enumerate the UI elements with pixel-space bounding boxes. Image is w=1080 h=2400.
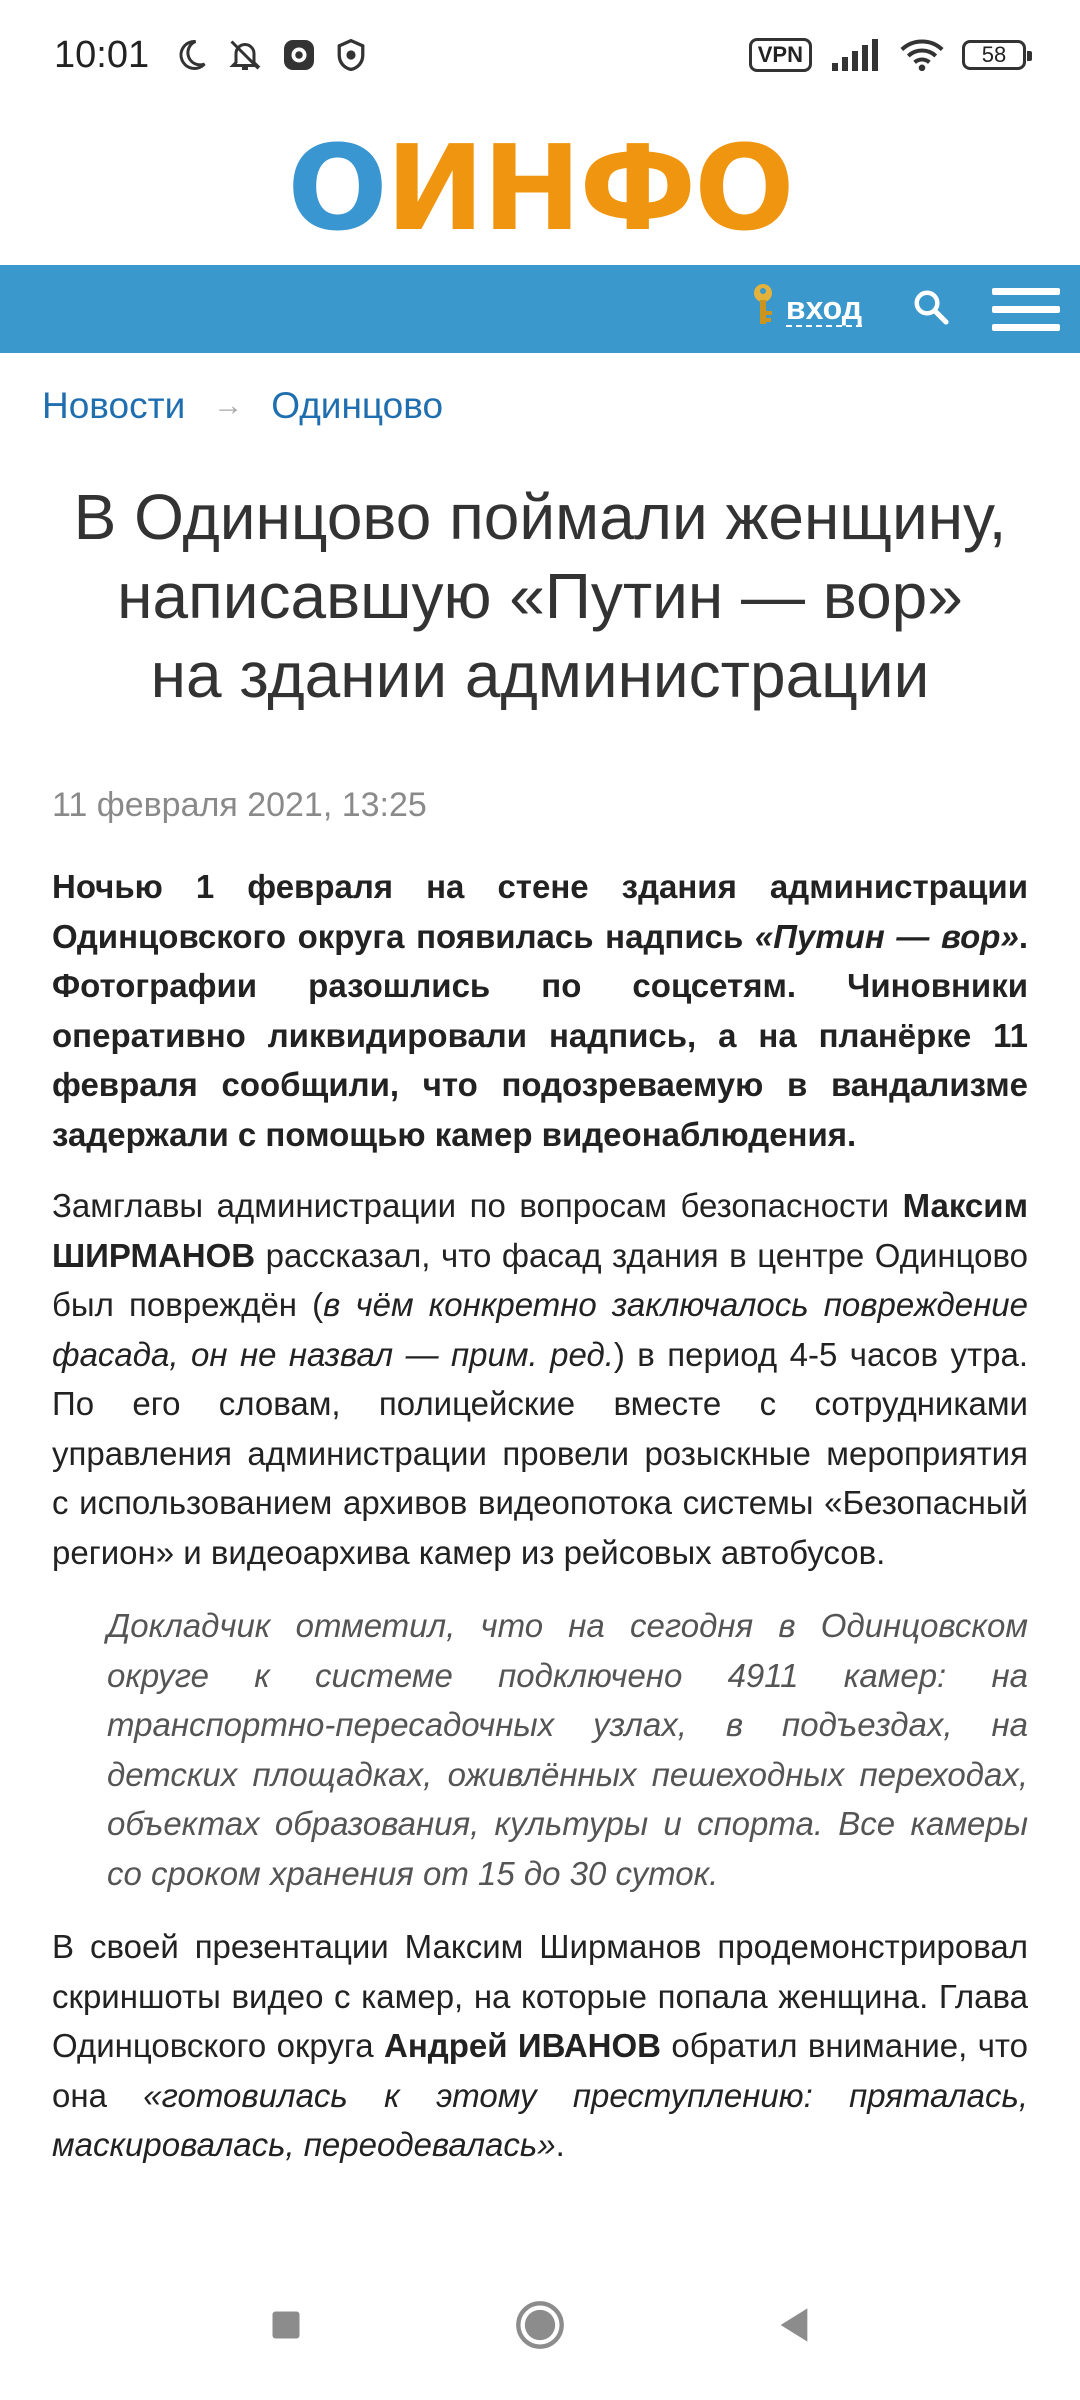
status-right	[749, 38, 1026, 72]
search-icon	[912, 288, 950, 331]
inline-quote: «готовилась к этому преступлению: пряталась, маскировалась, переодевалась»	[52, 2076, 1028, 2163]
editor-note: в чём конкретно заключалось повреждение фасада, он не назвал — прим. ред.	[52, 1286, 1028, 1373]
system-nav-bar	[0, 2255, 1080, 2400]
paragraph-text: В своей презентации Максим Ширманов продемонстрировал скриншоты видео с камер, на которые попала женщина. Глава Одинцовского округа	[52, 1928, 1028, 2064]
back-icon[interactable]	[776, 2305, 812, 2350]
lead-quote: «Путин — вор»	[754, 917, 1019, 955]
menu-bar	[992, 288, 1060, 295]
wifi-icon	[900, 38, 944, 72]
article-blockquote: Докладчик отметил, что на сегодня в Одинцовском округе к системе подключено 4911 камер: на транспортно-пересадочных узлах, в подъездах, на детских площадках, оживлённых пешеходных переходах, объектах образования, культуры и спорта. Все камеры со сроком хранения от 15 до 30 суток.	[107, 1607, 1028, 1892]
title-line: на здании администрации	[150, 639, 930, 711]
paragraph-text: Замглавы администрации по вопросам безопасности	[52, 1187, 903, 1224]
menu-icon[interactable]	[992, 288, 1060, 331]
paragraph-text: рассказал, что фасад здания в центре Одинцово был повреждён (	[52, 1236, 1028, 1323]
title-line: написавшую «Путин — вор»	[117, 560, 963, 632]
recent-apps-icon[interactable]	[268, 2307, 304, 2348]
login-label: вход	[785, 290, 862, 326]
logo-letters-info: ИНФО	[385, 118, 793, 257]
site-header	[0, 110, 1080, 265]
status-left	[54, 34, 367, 77]
status-bar	[0, 0, 1080, 110]
key-icon	[750, 283, 776, 335]
paragraph-text: .	[555, 2126, 565, 2163]
breadcrumb-odintsovo-link[interactable]: Одинцово	[271, 385, 444, 426]
moon-icon	[173, 37, 209, 73]
status-time: 10:01	[54, 33, 150, 76]
lead-text: Ночью 1 февраля на стене здания администрации Одинцовского округа появилась надпись	[52, 868, 1028, 955]
shield-icon	[335, 38, 367, 72]
vpn-badge: VPN	[749, 38, 812, 72]
home-icon[interactable]	[514, 2299, 566, 2356]
person-name: Максим ШИРМАНОВ	[52, 1187, 1028, 1274]
app-notification-icon	[281, 37, 317, 73]
article-title	[40, 478, 1040, 715]
paragraph-text: ) в период 4-5 часов утра. По его словам, полицейские вместе с сотрудниками управления администрации провели розыскные мероприятия с использованием архивов видеопотока системы «Безопасный регион» и видеоархива камер из рейсовых автобусов.	[52, 1335, 1028, 1571]
lead-text: . Фотографии разошлись по соцсетям. Чиновники оперативно ликвидировали надпись, а на планёрке 11 февраля сообщили, что подозреваемую в вандализме задержали с помощью камер видеонаблюдения.	[52, 917, 1028, 1153]
logo-letter-o: О	[287, 118, 386, 257]
menu-bar	[992, 306, 1060, 313]
bell-off-icon	[227, 37, 263, 73]
login-link[interactable]	[750, 283, 862, 335]
article-date: 11 февраля 2021, 13:25	[52, 786, 427, 824]
breadcrumb	[42, 385, 443, 427]
article-lead	[52, 862, 1028, 1159]
menu-bar	[992, 324, 1060, 331]
top-navbar	[0, 265, 1080, 353]
article-body	[52, 862, 1028, 2192]
site-logo[interactable]	[287, 119, 792, 257]
search-button[interactable]	[912, 288, 950, 331]
article-paragraph	[52, 1922, 1028, 2170]
signal-icon	[830, 39, 882, 71]
person-name: Андрей ИВАНОВ	[384, 2027, 661, 2064]
battery-indicator: 58	[962, 40, 1026, 70]
article-paragraph	[52, 1181, 1028, 1577]
breadcrumb-arrow-icon: →	[213, 389, 244, 422]
paragraph-text: обратил внимание, что она	[52, 2027, 1028, 2114]
breadcrumb-news-link[interactable]: Новости	[42, 385, 186, 426]
title-line: В Одинцово поймали женщину,	[73, 481, 1007, 553]
